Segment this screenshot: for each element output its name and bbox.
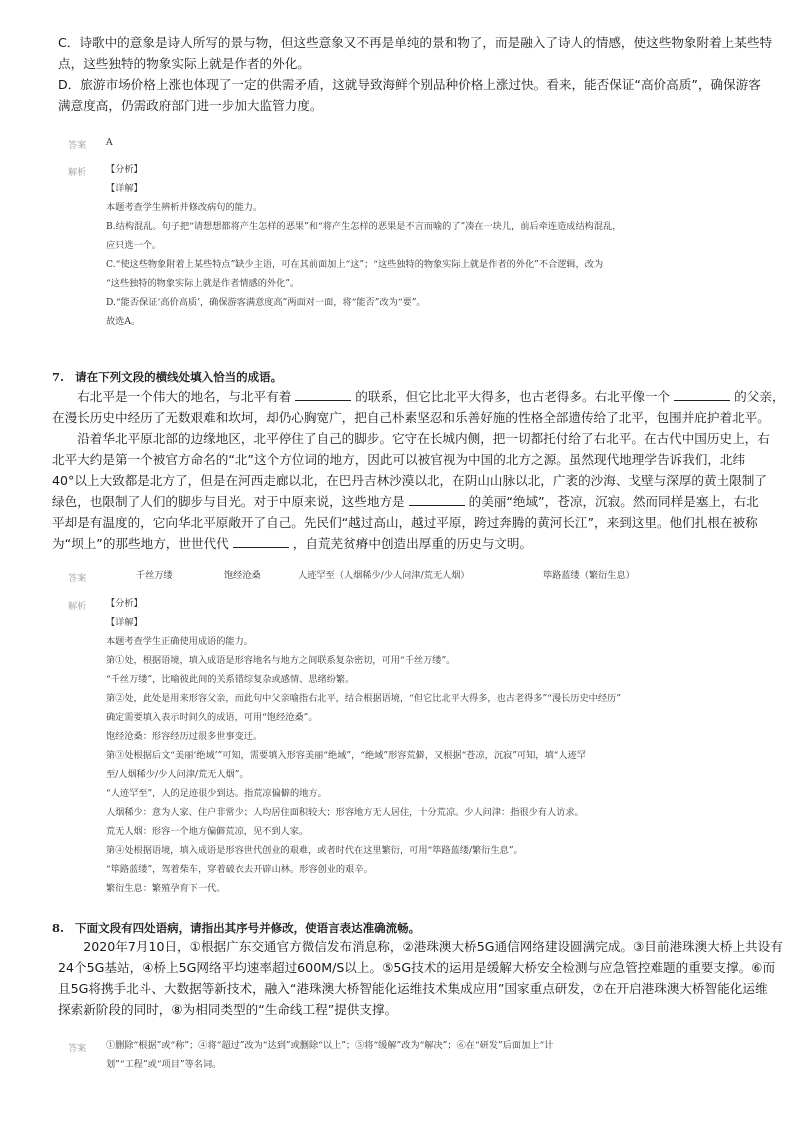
passage-text: 为“坝上”的那些地方，世世代代 xyxy=(52,536,233,551)
passage-line: 40°以上大致都是北方了，但是在河西走廊以北，在巴丹吉林沙漠以北，在阴山山脉以北，广袤的沙海、戈壁与深厚的黄土限制了 xyxy=(52,473,767,488)
question-8-passage xyxy=(58,936,783,1020)
blank-1 xyxy=(295,388,351,401)
analysis-line: 第③处根据后文“美丽‘绝域’”可知，需要填入形容美丽“绝域”，“绝域”形容荒僻，又根据“苍凉，沉寂”可知，填“人迹罕 xyxy=(106,750,586,761)
analysis-line: D.“能否保证‘高价高质’，确保游客满意度高”两面对一面，将“能否”改为“要”。 xyxy=(106,297,426,308)
question-8-header xyxy=(52,917,420,936)
passage-line: 探索新阶段的同时，⑧为相同类型的“生命线工程”提供支撑。 xyxy=(58,1002,398,1017)
passage-text: 的美丽“绝域”，苍凉，沉寂。然而同样是塞上，右北 xyxy=(464,494,759,509)
question-prompt: 请在下列文段的横线处填入恰当的成语。 xyxy=(75,370,283,384)
passage-text: 的父亲， xyxy=(730,389,785,404)
passage-line: 在漫长历史中经历了无数艰难和坎坷，却仍心胸宽广，把自己朴素坚忍和乐善好施的性格全部遗传给了北平，包围并庇护着北平。 xyxy=(52,410,770,425)
analysis-line: 确定需要填入表示时间久的成语，可用“饱经沧桑”。 xyxy=(106,712,318,723)
answer-item: 人迹罕至（人烟稀少/少人问津/荒无人烟） xyxy=(298,570,470,581)
analysis-line: 本题考查学生正确使用成语的能力。 xyxy=(106,636,253,647)
analysis-line: 荒无人烟：形容一个地方偏僻荒凉，见不到人家。 xyxy=(106,826,309,837)
passage-line: 2020年7月10日，①根据广东交通官方微信发布消息称，②港珠澳大桥5G通信网络建设圆满完成。③目前港珠澳大桥上共设有 xyxy=(58,939,783,954)
analysis-line: “千丝万缕”，比喻彼此间的关系错综复杂或感情、思绪纷繁。 xyxy=(106,674,355,685)
analysis-line: 【详解】 xyxy=(106,183,143,194)
passage-line xyxy=(52,386,785,407)
option-d-line2: 满意度高，仍需政府部门进一步加大监管力度。 xyxy=(58,98,323,113)
analysis-line: 故选A。 xyxy=(106,316,141,327)
analysis-line: 【分析】 xyxy=(106,164,143,175)
answer-label: 答案 xyxy=(68,140,87,151)
passage-line xyxy=(52,533,785,554)
q8-answer xyxy=(106,1036,553,1074)
analysis-line: “人迹罕至”，人的足迹很少到达。指荒凉偏僻的地方。 xyxy=(106,788,327,799)
analysis-line: B.结构混乱。句子把“请想想都将产生怎样的恶果”和“将产生怎样的恶果是不言而喻的了”凑在一块儿，前后牵连造成结构混乱， xyxy=(106,221,622,232)
analysis-line: 【详解】 xyxy=(106,617,143,628)
analysis-label: 解析 xyxy=(68,601,87,612)
passage-line xyxy=(52,491,785,512)
answer-label: 答案 xyxy=(68,573,87,584)
option-d-line1: D．旅游市场价格上涨也体现了一定的供需矛盾，这就导致海鲜个别品种价格上涨过快。看来，能否保证“高价高质”，确保游客 xyxy=(58,77,761,92)
question-number: 8. xyxy=(52,921,65,935)
analysis-line: 繁衍生息：繁殖孕育下一代。 xyxy=(106,883,226,894)
analysis-line: “这些独特的物象实际上就是作者情感的外化”。 xyxy=(106,278,300,289)
question-number: 7. xyxy=(52,370,65,384)
answer-item: 千丝万缕 xyxy=(136,570,173,581)
passage-text: 右北平是一个伟大的地名，与北平有着 xyxy=(52,389,296,404)
analysis-line: 应只选一个。 xyxy=(106,240,162,251)
question-7-passage xyxy=(52,386,785,554)
answer-line: 划”“工程”或“项目”等名词。 xyxy=(106,1059,222,1070)
analysis-line: 饱经沧桑：形容经历过很多世事变迁。 xyxy=(106,731,263,742)
answer-value: A xyxy=(106,137,113,148)
option-c-line1: C．诗歌中的意象是诗人所写的景与物，但这些意象又不再是单纯的景和物了，而是融入了诗人的情感，使这些物象附着上某些特 xyxy=(58,35,773,50)
passage-line: 沿着华北平原北部的边缘地区，北平停住了自己的脚步。它守在长城内侧，把一切都托付给了右北平。在古代中国历史上，右 xyxy=(52,431,770,446)
analysis-line: 人烟稀少：意为人家、住户非常少；人均居住面积较大；形容地方无人居住，十分荒凉。少人问津：指很少有人访求。 xyxy=(106,807,584,818)
blank-3 xyxy=(409,493,465,506)
analysis-label: 解析 xyxy=(68,167,87,178)
passage-text: ，自荒芜贫瘠中创造出厚重的历史与文明。 xyxy=(288,536,533,551)
analysis-line: 第④处根据语境，填入成语是形容世代创业的艰难，或者时代在这里繁衍，可用“筚路蓝缕/繁衍生息”。 xyxy=(106,845,523,856)
analysis-line: “筚路蓝缕”，驾着柴车，穿着破衣去开辟山林。形容创业的艰辛。 xyxy=(106,864,373,875)
passage-line: 北平大约是第一个被官方命名的“北”这个方位词的地方，因此可以被官视为中国的北方之源。虽然现代地理学告诉我们，北纬 xyxy=(52,452,746,467)
question-7-header xyxy=(52,366,282,385)
analysis-line: 第②处，此处是用来形容父亲，而此句中父亲喻指右北平，结合根据语境，“但它比北平大得多，也古老得多”“漫长历史中经历” xyxy=(106,693,621,704)
analysis-line: 【分析】 xyxy=(106,598,143,609)
answer-item: 饱经沧桑 xyxy=(224,570,261,581)
passage-text: 的联系，但它比北平大得多，也古老得多。右北平像一个 xyxy=(351,389,675,404)
blank-2 xyxy=(674,388,730,401)
passage-line: 平却是有温度的，它向华北平原敞开了自己。先民们“越过高山，越过平原，跨过奔腾的黄河长江”，来到这里。他们扎根在被称 xyxy=(52,515,758,530)
question-prompt: 下面文段有四处语病，请指出其序号并修改，使语言表达准确流畅。 xyxy=(75,921,421,935)
analysis-line: C.“使这些物象附着上某些特点”缺少主语，可在其前面加上“这”；“这些独特的物象实际上就是作者的外化”不合逻辑，改为 xyxy=(106,259,604,270)
passage-line: 24个5G基站，④桥上5G网络平均速率超过600M/S以上。⑤5G技术的运用是缓解大桥安全检测与应急管控难题的重要支撑。⑥而 xyxy=(58,960,776,975)
q7-analysis xyxy=(106,594,621,898)
answer-item: 筚路蓝缕（繁衍生息） xyxy=(543,570,635,581)
analysis-line: 第①处，根据语境，填入成语是形容地名与地方之间联系复杂密切，可用“千丝万缕”。 xyxy=(106,655,456,666)
answer-label: 答案 xyxy=(68,1043,87,1054)
q6-analysis xyxy=(106,160,621,331)
answer-line: ①删除“根据”或“称”；④将“超过”改为“达到”或删除“以上”；⑤将“缓解”改为“解决”；⑥在“研发”后面加上“计 xyxy=(106,1040,554,1051)
option-c-line2: 点，这些独特的物象实际上就是作者的外化。 xyxy=(58,56,310,71)
analysis-line: 本题考查学生辨析并修改病句的能力。 xyxy=(106,202,263,213)
blank-4 xyxy=(233,535,289,548)
passage-line: 且5G将携手北斗、大数据等新技术，融入“港珠澳大桥智能化运维技术集成应用”国家重点研发，⑦在开启港珠澳大桥智能化运维 xyxy=(58,981,768,996)
analysis-line: 至/人烟稀少/少人问津/荒无人烟”。 xyxy=(106,769,249,780)
passage-text: 绿色，也限制了人们的脚步与目光。对于中原来说，这些地方是 xyxy=(52,494,409,509)
